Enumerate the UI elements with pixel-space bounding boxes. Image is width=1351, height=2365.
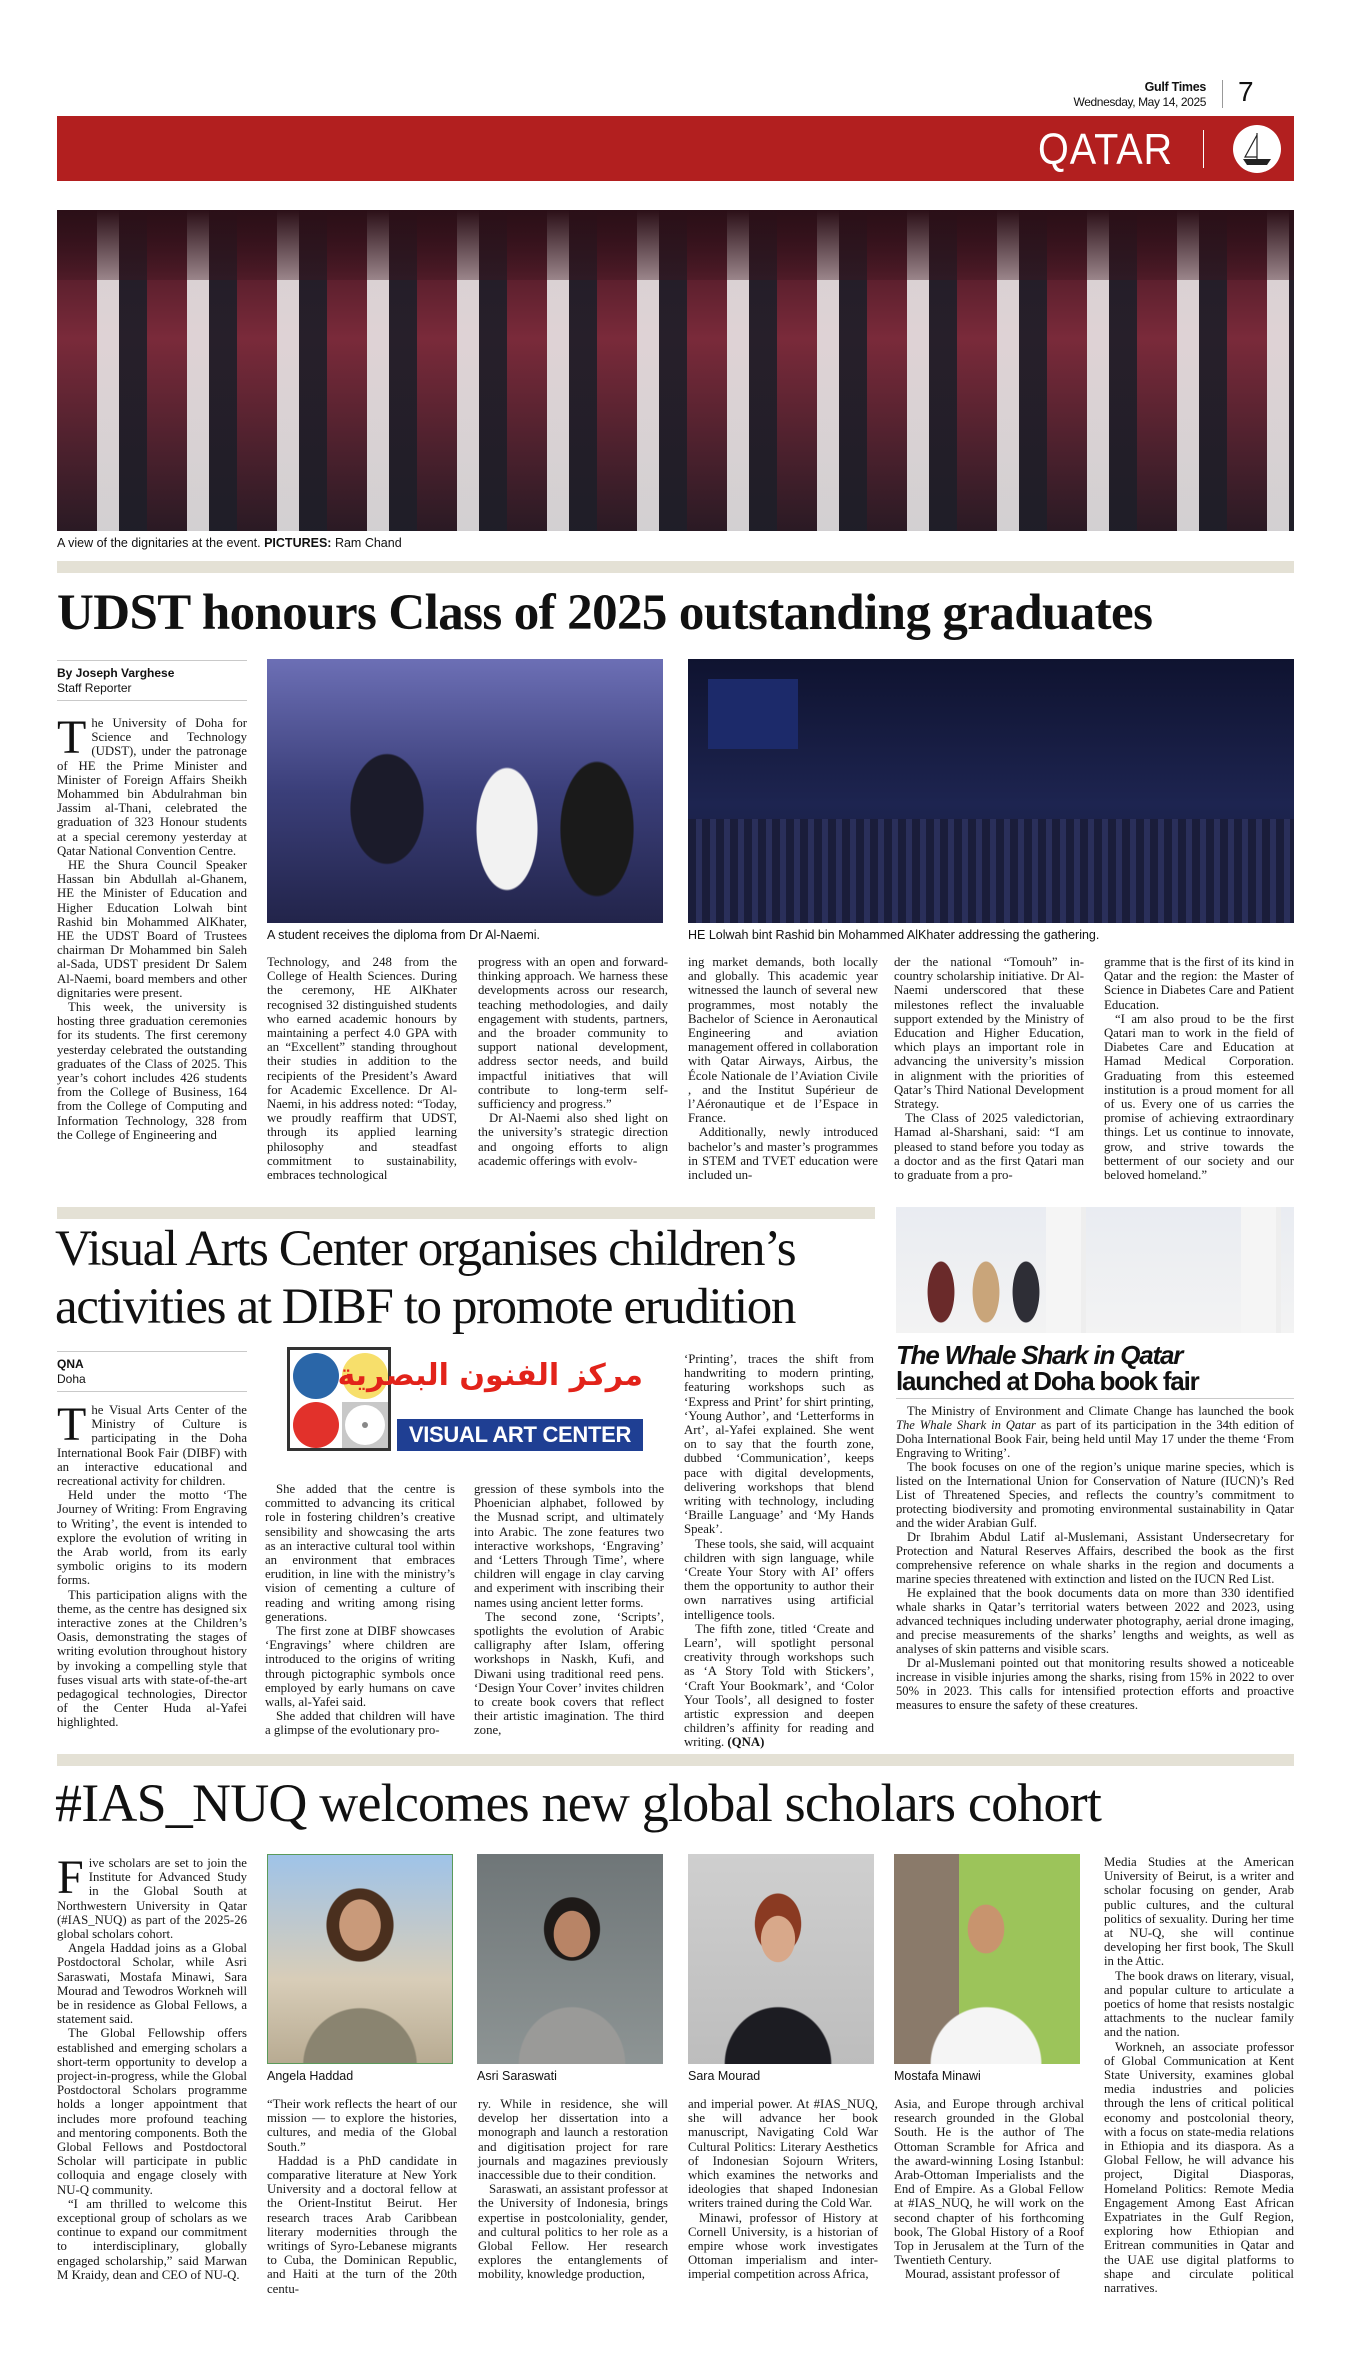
book-title: The Whale Shark in Qatar [896,1418,1036,1432]
paragraph-list [684,1352,874,1622]
stage-backdrop [57,210,1294,280]
byline-rule [57,660,247,661]
grey-dot-square-icon [342,1402,388,1448]
paragraph: This week, the university is hosting three graduation ceremonies for its students. The first ceremony yesterday celebrated the outstanding graduates of the Class of 2025. This year’s cohort includes 426 students from the College of Business, 164 from the College of Computing and Information Technology, 328 from the College of Engineering and [57,1000,247,1142]
byline-rule [57,1391,247,1392]
paragraph: ‘Printing’, traces the shift from handwriting to modern printing, featuring workshops such as ‘Express and Print’ for shirt printing, ‘Young Author’, and ‘Letterforms in Art’, al-Yafei explained. She went on to say that the fourth zone, dubbed ‘Communication’, keeps pace with digital developments, delivering workshops that blend writing with technology, including ‘Braille Language’ and ‘My Hands Speak’. [684,1352,874,1537]
ias-column-4 [688,2097,878,2282]
ias-column-6 [1104,1855,1294,2295]
headline-line-2: launched at Doha book fair [896,1366,1199,1396]
page-number: 7 [1238,76,1254,107]
paragraph: He explained that the book documents data on more than 330 identified whale sharks in Qatar’s territorial waters between 2022 and 2023, using advanced techniques including underwater photography, aerial drone imaging, and precise measurements of the sharks’ lengths and weights, as well as analyses of skin patterns and visible scars. [896,1586,1294,1656]
paragraph-text: The fifth zone, titled ‘Create and Learn’, will spotlight personal creativity through workshops such as ‘A Story Told with Stickers’, ‘Craft Your Bookmark’, and ‘Color Your Tools’, all designed to foster artistic expression and deepen children’s affinity for reading and writing. [684,1621,874,1750]
paragraph: Mourad, assistant professor of [905,2267,1060,2282]
paragraph: Additionally, newly introduced bachelor’s and master’s programmes in STEM and TVET education were included un- [688,1125,878,1183]
paragraph: progress with an open and forward-thinking approach. We harness these developments across our research, teaching methodologies, and daily engagement with students, partners, and the broader community to support national development, address sector needs, and build impactful initiatives that will contribute to long-term self-sufficiency and progress.” [478,955,668,1112]
portrait-caption: Sara Mourad [688,2069,761,2083]
paragraph: The first zone at DIBF showcases ‘Engravings’ where children are introduced to the origins of writing through pictographic symbols once employed by early humans on cave walls, al-Yafei said. [265,1624,455,1710]
whale-shark-headline [896,1342,1199,1394]
paragraph: The Global Fellowship offers established and emerging scholars a short-term opportunity to develop a project-in-progress, while the Global Postdoctoral Scholars programme holds a longer appointment that includes more profound teaching and mentoring components. Both the Global Fellows and Postdoctoral Scholar will participate in public colloquia and engage closely with NU-Q community. [57,2026,247,2197]
paragraph: Haddad is a PhD candidate in comparative literature at New York University and a doctoral fellow at the Orient-Institut Beirut. Her research traces Arab Caribbean literary modernities through the writings of Syro-Lebanese migrants to Cuba, the Dominican Republic, and Haiti at the turn of the 20th centu- [267,2153,457,2296]
paragraph: She added that the centre is committed to advancing its critical role in fostering children’s creative sensibility and showcasing the arts as an interactive cultural tool within an environment that embraces erudition, in line with the ministry’s vision of cementing a culture of reading and writing among rising generations. [265,1482,455,1624]
paper-name: Gulf Times [1144,80,1206,94]
byline-rule [57,1351,247,1352]
paragraph: “Their work reflects the heart of our mission — to explore the histories, cultures, and media of the Global South.” [267,2097,457,2154]
portrait-asri-saraswati [477,1854,663,2064]
red-circle-icon [293,1402,339,1448]
masthead-divider [1222,80,1223,108]
drop-cap: T [57,711,87,764]
paragraph: This participation aligns with the theme, as the centre has designed six interactive zones at the Children’s Oasis, demonstrating the stages of writing evolution throughout history by invoking a compelling style that fuses visual arts with state-of-the-art pedagogical technologies, Director of the Center Huda al-Yafei highlighted. [57,1587,247,1730]
paragraph [896,1404,1294,1460]
source-tag: (QNA) [727,1735,765,1750]
drop-cap: T [57,1398,87,1451]
portrait-mostafa-minawi [894,1854,1080,2064]
paragraph-text: The Ministry of Environment and Climate Change has launched the book [907,1404,1294,1418]
caption-credit-name: Ram Chand [334,536,402,550]
udst-column-6 [1104,955,1294,1182]
va-column-2 [265,1482,455,1738]
paragraph: Dr Al-Naemi also shed light on the university’s strategic direction and ongoing efforts to align academic offerings with evolv- [478,1111,668,1168]
section-separator [57,1754,1294,1766]
va-byline: QNA [57,1357,84,1371]
headline-line-2: activities at DIBF to promote erudition [55,1279,796,1335]
section-separator [57,1207,875,1219]
logo-arabic-text: مركز الفنون البصرية [337,1358,643,1393]
paragraph: She added that children will have a glimpse of the evolutionary pro- [265,1709,455,1738]
whale-shark-body [896,1404,1294,1712]
top-photo-caption [57,536,402,550]
paragraph-text: as part of its participation in the 34th edition of Doha International Book Fair, being held until May 17 under the theme ‘From Engraving to Writing’. [896,1418,1294,1460]
paragraph: and imperial power. At #IAS_NUQ, she will advance her book manuscript, Navigating Cold War Cultural Politics: Literary Aesthetics of Indonesian Sojourn Writers, which examines the networks and ideologies that shaped Indonesian writers trained during the Cold War. [688,2097,878,2211]
paragraph: “I am also proud to be the first Qatari man to work in the field of Diabetes Care and Education at Hamad Medical Corporation. Graduating from this esteemed institution is a proud moment for all of us. Every one of us carries the promise of achieving extraordinary things. Let us continue to innovate, grow, and strive towards the betterment of our society and our beloved homeland.” [1104,1011,1294,1183]
blue-circle-icon [293,1353,339,1399]
va-column-4 [684,1352,874,1750]
class-of-2025-screen [708,679,798,749]
paragraph: Media Studies at the American University of Beirut, is a writer and scholar focusing on gender, Arab public cultures, and the cultural politics of sexuality. During her time at NU-Q, she will continue developing her first book, The Skull in the Attic. [1104,1855,1294,1969]
va-dateline: Doha [57,1372,86,1386]
paragraph: “I am thrilled to welcome this exceptional group of scholars as we continue to expand our commitment to interdisciplinary, globally engaged scholarship,” said Marwan M Kraidy, dean and CEO of NU-Q. [57,2196,247,2282]
portrait-angela-haddad [267,1854,453,2064]
caption-credit-label: PICTURES: [264,536,332,550]
dhow-logo-icon [1233,125,1281,173]
va-column-3 [474,1482,664,1738]
ias-column-5 [894,2097,1084,2282]
paragraph: ing market demands, both locally and globally. This academic year witnessed the launch of several new programmes, most notably the Bachelor of Science in Aeronautical Engineering and aviation management offered in collaboration with Qatar Airways, Airbus, the École Nationale de l’Aviation Civile , and the Institut Supérieur de l’Aéronautique et de l’Espace in France. [688,955,878,1126]
section-title: QATAR [1038,125,1174,174]
diploma-photo [267,659,663,923]
drop-cap: F [57,1851,84,1904]
portrait-sara-mourad [688,1854,874,2064]
logo-english-text: VISUAL ART CENTER [397,1419,643,1451]
paragraph [684,1622,874,1750]
paragraph: Workneh, an associate professor of Global Communication at Kent State University, examines global media industries and policies through the lens of critical political economy and postcolonial theory, with a focus on state-media relations in Ethiopia and its diaspora. As a Global Fellow, he will advance his project, Digital Diasporas, Homeland Politics: Remote Media Engagement Among East African Expatriates in the Gulf Region, exploring how Ethiopian and Eritrean communities in Qatar and the UAE use digital platforms to shape and circulate political narratives. [1104,2039,1294,2296]
udst-column-5 [894,955,1084,1182]
paragraph: The book draws on literary, visual, and popular culture to articulate a poetics of home that resists nostalgic attachments to the nuclear family and the nation. [1104,1968,1294,2040]
portrait-caption: Mostafa Minawi [894,2069,981,2083]
byline-rule [57,700,247,701]
paragraph: The book focuses on one of the region’s unique marine species, which is listed on the International Union for Conservation of Nature (IUCN)’s Red List of Threatened Species, and reflects the country’s commitment to protecting biodiversity and promoting environmental sustainability in Qatar and the wider Arabian Gulf. [896,1460,1294,1530]
portrait-caption: Angela Haddad [267,2069,354,2083]
issue-date: Wednesday, May 14, 2025 [1073,95,1206,109]
paragraph: he Visual Arts Center of the Ministry of Culture is participating in the Doha International Book Fair (DIBF) with an interactive educational and recreational activity for children. [57,1403,247,1489]
headline-line-1: The Whale Shark in Qatar [896,1340,1183,1370]
paragraph: Angela Haddad joins as a Global Postdoctoral Scholar, while Asri Saraswati, Mostafa Minawi, Sara Mourad and Tewodros Workneh will be in residence as Global Fellows, a statement said. [57,1941,247,2027]
paragraph: The second zone, ‘Scripts’, spotlights the evolution of Arabic calligraphy after Islam, offering workshops in Naskh, Kufi, and Diwani using traditional reed pens. ‘Design Your Cover’ invites children to create book covers that reflect their artistic imagination. The third zone, [474,1609,664,1738]
paragraph: Dr al-Muslemani pointed out that monitoring results showed a noticeable increase in visible injuries among the sharks, rising from 15% in 2022 to over 50% in 2023. This calls for intensified protection efforts and proactive measures to ensure the safety of these creatures. [896,1656,1294,1712]
portrait-caption: Asri Saraswati [477,2069,557,2083]
book-launch-photo [896,1207,1294,1333]
paragraph: ive scholars are set to join the Institute for Advanced Study in the Global South at Northwestern University in Qatar (#IAS_NUQ) as part of the 2025-26 global scholars cohort. [57,1856,247,1942]
va-column-1 [57,1398,247,1730]
ias-column-1 [57,1851,247,2282]
headline-line-1: Visual Arts Center organises children’s [55,1221,796,1277]
ias-column-2 [267,2097,457,2296]
diploma-photo-caption: A student receives the diploma from Dr Al-Naemi. [267,928,541,942]
udst-reporter-role: Staff Reporter [57,681,132,695]
paragraph: Minawi, professor of History at Cornell University, is a historian of empire whose work investigates Ottoman imperialism and inter-imperial competition across Africa, [688,2210,878,2282]
paragraph: ry. While in residence, she will develop her dissertation into a monograph and launch a restoration and digitisation project for rare journals and magazines previously inaccessible due to their condition. [478,2097,668,2183]
udst-column-3 [478,955,668,1168]
gathering-photo-caption: HE Lolwah bint Rashid bin Mohammed AlKhater addressing the gathering. [688,928,1100,942]
udst-column-4 [688,955,878,1182]
udst-byline: By Joseph Varghese [57,666,175,680]
paragraph: Dr Ibrahim Abdul Latif al-Muslemani, Assistant Undersecretary for Protection and Natural Reserves Affairs, described the book as the first comprehensive reference on whale sharks in the region and documents a marine species threatened with extinction and listed on the IUCN Red List. [896,1530,1294,1586]
paragraph: Saraswati, an assistant professor at the University of Indonesia, brings expertise in postcoloniality, gender, and cultural politics to her role as a Global Fellow. Her research explores the entanglements of mobility, knowledge production, [478,2182,668,2282]
section-banner [57,116,1294,181]
paragraph: gression of these symbols into the Phoenician alphabet, followed by the Musnad script, and ultimately into Arabic. The zone features two interactive workshops, ‘Engraving’ and ‘Letters Through Time’, where children will engage in clay carving and experiment with inscribing their names using ancient letter forms. [474,1482,664,1610]
udst-gathering-photo [688,659,1294,923]
paragraph: gramme that is the first of its kind in Qatar and the region: the Master of Science in Diabetes Care and Patient Education. [1104,955,1294,1012]
paragraph-list [896,1460,1294,1712]
caption-text: A view of the dignitaries at the event. [57,536,261,550]
section-separator [57,561,1294,573]
headline-rule [896,1398,1294,1399]
ias-column-3 [478,2097,668,2282]
visual-art-center-logo [287,1347,643,1451]
paragraph: Asia, and Europe through archival research grounded in the Global South. He is the author of The Ottoman Scramble for Africa and the award-winning Losing Istanbul: Arab-Ottoman Imperialists and the End of Empire. As a Global Fellow at #IAS_NUQ, he will work on the second chapter of his forthcoming book, The Global History of a Roof Top in Jerusalem at the Turn of the Twentieth Century. [894,2097,1084,2268]
udst-column-1 [57,711,247,1142]
udst-column-2 [267,955,457,1182]
paragraph: These tools, she said, will acquaint children with sign language, while ‘Create Your Story with AI’ offers them the opportunity to author their own narratives using artificial intelligence tools. [684,1536,874,1622]
dignitaries-photo [57,210,1294,531]
paragraph: The Class of 2025 valedictorian, Hamad al-Sharshani, said: “I am pleased to stand before you today as a doctor and as the first Qatari man to graduate from a pro- [894,1111,1084,1183]
section-divider [1203,130,1204,168]
paragraph: Held under the motto ‘The Journey of Writing: From Engraving to Writing’, the event is intended to explore the evolution of writing in the Arab world, from its early symbolic origins to its modern forms. [57,1488,247,1588]
visual-arts-headline [55,1220,795,1336]
paragraph: der the national “Tomouh” in-country scholarship initiative. Dr Al-Naemi underscored that these milestones reflect the invaluable support extended by the Ministry of Education and Higher Education, which plays an important role in advancing the university’s mission in alignment with the priorities of Qatar’s Third National Development Strategy. [894,955,1084,1112]
ias-headline: #IAS_NUQ welcomes new global scholars cohort [55,1773,1102,1833]
paragraph: HE the Shura Council Speaker Hassan bin Abdullah al-Ghanem, HE the Minister of Education and Higher Education Lolwah bint Rashid bin Mohammed AlKhater, HE the UDST Board of Trustees chairman Dr Mohammed bin Saleh al-Sada, UDST president Dr Salem Al-Naemi, board members and other dignitaries were present. [57,858,247,1000]
paragraph: Technology, and 248 from the College of Health Sciences. During the ceremony, HE AlKhater recognised 32 distinguished students who earned academic honours by maintaining a perfect 4.0 GPA with an “Excellent” standing throughout their studies in addition to the recipients of the President’s Award for Academic Excellence. Dr Al-Naemi, in his address noted: “Today, we proudly reaffirm that UDST, through its applied learning philosophy and steadfast commitment to sustainability, embraces technological [267,955,457,1183]
udst-headline: UDST honours Class of 2025 outstanding graduates [57,585,1153,641]
paragraph: he University of Doha for Science and Technology (UDST), under the patronage of HE the Prime Minister and Minister of Foreign Affairs Sheikh Mohammed bin Abdulrahman bin Jassim al-Thani, celebrated the graduation of 323 Honour students at a special ceremony yesterday at Qatar National Convention Centre. [57,716,247,858]
